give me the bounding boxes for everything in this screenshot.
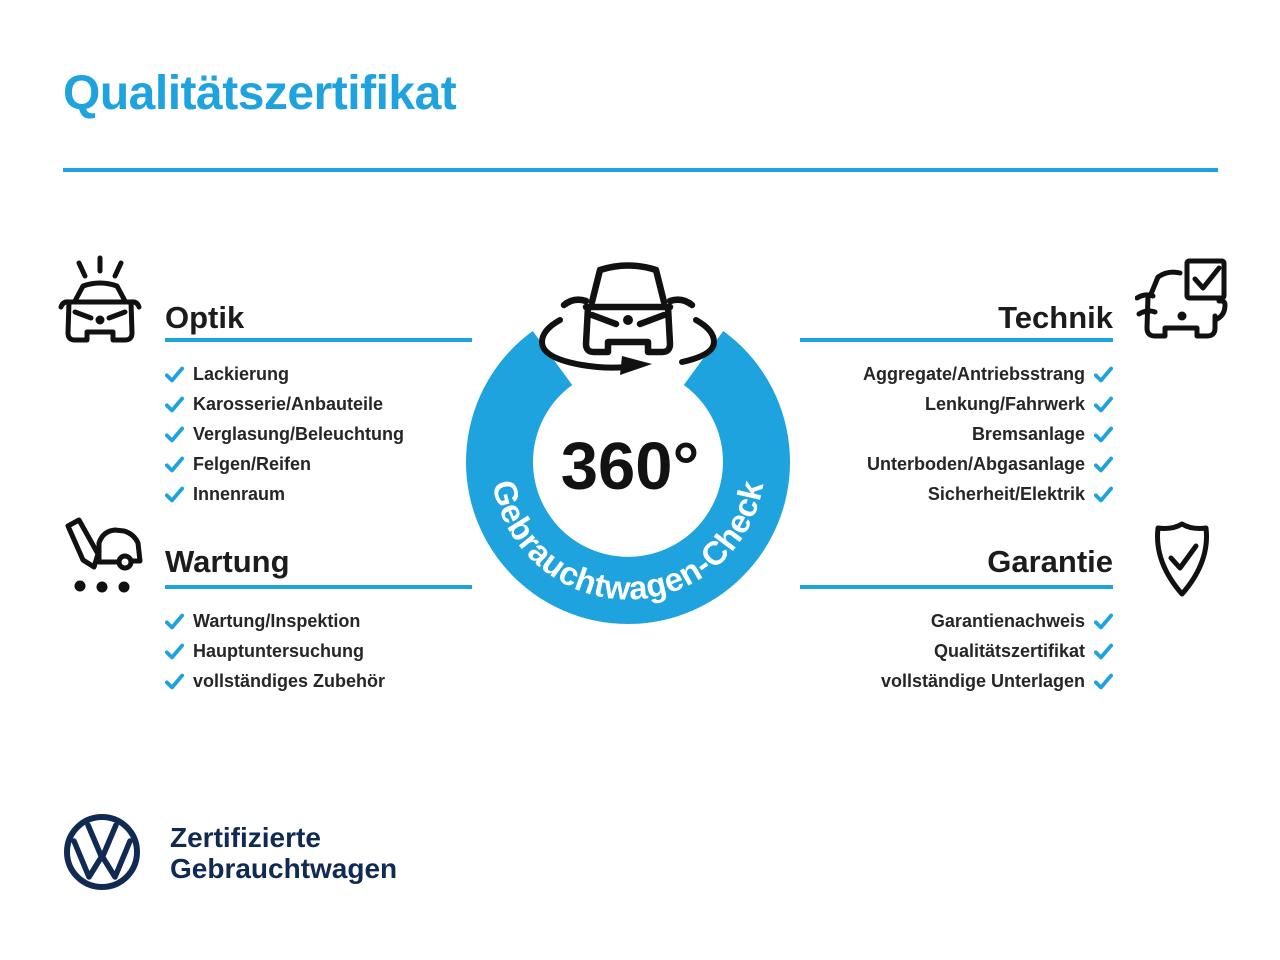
item-label: vollständiges Zubehör	[193, 670, 386, 691]
garantie-divider	[800, 585, 1113, 589]
item-label: Bremsanlage	[971, 423, 1085, 444]
check-icon	[1094, 613, 1113, 630]
check-icon	[165, 486, 184, 503]
ring-curved-label: Gebrauchtwagen-Check	[485, 476, 771, 608]
check-icon	[165, 426, 184, 443]
item-label: Aggregate/Antriebsstrang	[862, 363, 1085, 384]
brand-line-2: Gebrauchtwagen	[170, 853, 398, 884]
ring-360-graphic	[430, 240, 830, 640]
list-item	[165, 419, 404, 449]
list-item	[750, 666, 1113, 696]
car-checklist-icon	[1135, 258, 1230, 353]
brand-text	[170, 822, 397, 884]
wartung-divider	[165, 585, 472, 589]
section-heading-garantie: Garantie	[987, 544, 1113, 579]
list-item	[165, 449, 404, 479]
pencil-service-car-icon	[58, 516, 143, 601]
check-icon	[165, 673, 184, 690]
section-heading-wartung: Wartung	[165, 544, 290, 579]
check-icon	[1094, 673, 1113, 690]
item-label: Garantienachweis	[930, 610, 1085, 631]
list-item	[165, 666, 385, 696]
item-label: Karosserie/Anbauteile	[193, 393, 384, 414]
item-label: Lackierung	[193, 363, 290, 384]
section-heading-optik: Optik	[165, 300, 245, 335]
check-icon	[165, 396, 184, 413]
item-label: Qualitätszertifikat	[933, 640, 1085, 661]
item-label: vollständige Unterlagen	[880, 670, 1085, 691]
check-icon	[165, 613, 184, 630]
check-icon	[165, 366, 184, 383]
shield-check-icon	[1150, 520, 1214, 600]
list-item	[750, 636, 1113, 666]
item-label: Innenraum	[193, 483, 286, 504]
list-item	[165, 359, 404, 389]
list-item	[165, 479, 404, 509]
check-icon	[165, 456, 184, 473]
sparkling-car-icon	[55, 253, 145, 348]
vw-logo	[62, 812, 142, 892]
list-item	[165, 389, 404, 419]
brand-line-1: Zertifizierte	[170, 822, 321, 853]
item-label: Wartung/Inspektion	[193, 610, 361, 631]
title-divider	[63, 168, 1218, 172]
optik-list	[165, 359, 404, 509]
list-item	[165, 606, 385, 636]
rotation-arrow	[542, 320, 714, 375]
optik-divider	[165, 338, 472, 342]
check-icon	[1094, 366, 1113, 383]
item-label: Sicherheit/Elektrik	[927, 483, 1085, 504]
item-label: Felgen/Reifen	[193, 453, 312, 474]
car-front-rotation-icon	[542, 266, 714, 376]
check-icon	[165, 643, 184, 660]
technik-divider	[800, 338, 1113, 342]
check-icon	[1094, 456, 1113, 473]
page-title: Qualitätszertifikat	[63, 67, 457, 120]
check-icon	[1094, 486, 1113, 503]
item-label: Verglasung/Beleuchtung	[193, 423, 405, 444]
item-label: Lenkung/Fahrwerk	[924, 393, 1085, 414]
item-label: Unterboden/Abgasanlage	[866, 453, 1085, 474]
wartung-list	[165, 606, 385, 696]
check-icon	[1094, 396, 1113, 413]
check-icon	[1094, 643, 1113, 660]
check-icon	[1094, 426, 1113, 443]
list-item	[165, 636, 385, 666]
degree-label: 360°	[560, 429, 700, 504]
section-heading-technik: Technik	[998, 300, 1113, 335]
item-label: Hauptuntersuchung	[193, 640, 364, 661]
